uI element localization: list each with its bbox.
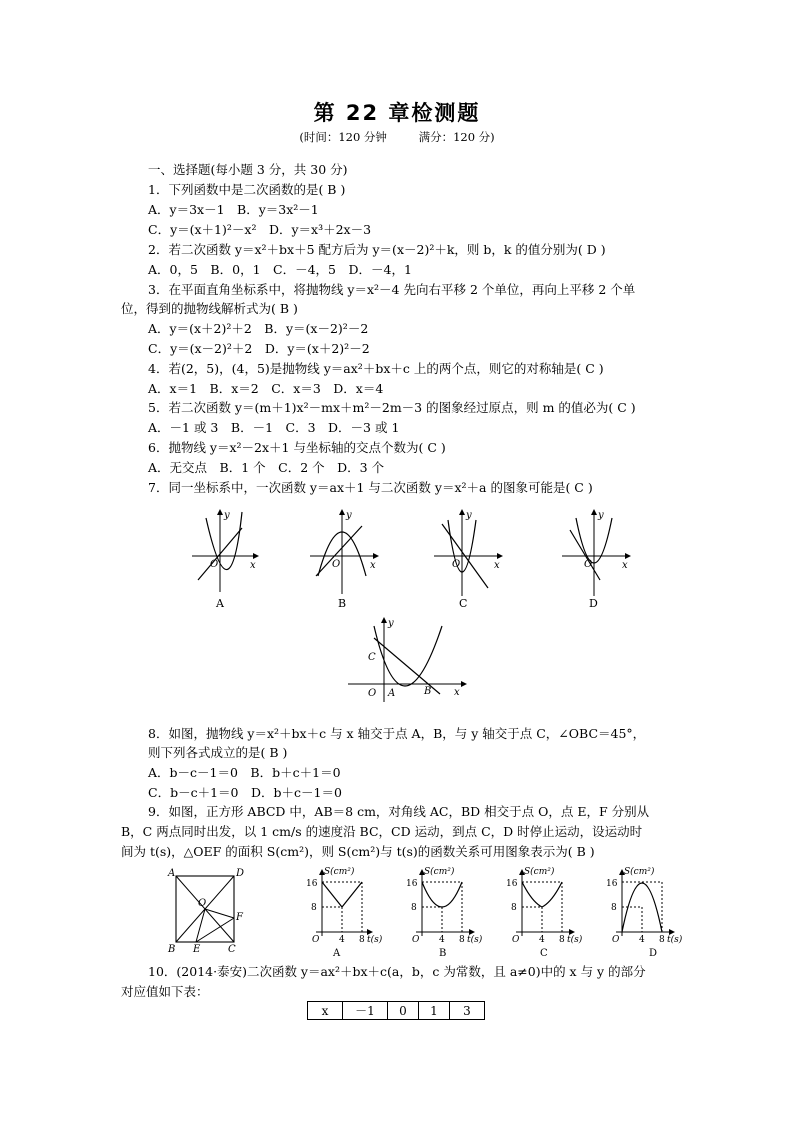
q9b-t-label: t(s) — [467, 935, 483, 945]
q8-options-ab: A．b－c－1＝0 B．b＋c＋1＝0 — [148, 765, 341, 780]
q8-figure — [344, 614, 474, 704]
section-heading: 一、选择题(每小题 3 分，共 30 分) — [148, 162, 348, 177]
q9-graph-d — [606, 866, 683, 959]
q7d-y-label: y — [598, 510, 604, 521]
q9a-t8: 8 — [359, 935, 365, 945]
q9c-8: 8 — [511, 903, 517, 913]
q9-point-c: C — [228, 944, 236, 955]
q1-options-cd: C．y＝(x＋1)²－x² D．y＝x³＋2x－3 — [148, 222, 372, 237]
q8-point-b: B — [424, 686, 432, 697]
q7a-origin: O — [210, 559, 219, 570]
q9b-t8: 8 — [459, 935, 465, 945]
q9d-s-label: S(cm²) — [624, 867, 655, 877]
q9c-t-label: t(s) — [567, 935, 583, 945]
table-cell: 1 — [419, 1002, 450, 1020]
q9-square-figure — [164, 866, 248, 958]
q7c-caption: C — [459, 597, 468, 610]
q7-graphs — [180, 504, 640, 612]
q3-stem-line2: 位，得到的抛物线解析式为( B ) — [121, 301, 298, 316]
q10-stem-line2: 对应值如下表： — [121, 984, 209, 999]
q9a-16: 16 — [306, 879, 318, 889]
q7b-origin: O — [332, 559, 341, 570]
q9-point-o: O — [198, 898, 207, 909]
q9c-t8: 8 — [559, 935, 565, 945]
full-score: 满分：120 分) — [418, 130, 495, 144]
q7b-x-label: x — [370, 560, 376, 571]
q9c-16: 16 — [506, 879, 518, 889]
q9d-caption: D — [649, 948, 658, 959]
q9c-s-label: S(cm²) — [524, 867, 555, 877]
q7-graph-b — [310, 510, 378, 610]
q9d-16: 16 — [606, 879, 618, 889]
q9-graph-c — [506, 866, 583, 959]
table-cell: －1 — [343, 1002, 388, 1020]
q9-stem-line2: B，C 两点同时出发，以 1 cm/s 的速度沿 BC，CD 运动，到点 C，D 时停止运动，设运动时 — [121, 824, 643, 839]
q6-options: A．无交点 B．1 个 C．2 个 D．3 个 — [148, 460, 385, 475]
q9d-origin: O — [612, 935, 620, 945]
q7c-y-label: y — [466, 510, 472, 521]
q9b-8: 8 — [411, 903, 417, 913]
q9b-caption: B — [439, 948, 447, 959]
page-title: 第 22 章检测题 — [313, 101, 481, 125]
q9-point-b: B — [168, 944, 176, 955]
q9-point-e: E — [193, 944, 201, 955]
q5-stem: 5．若二次函数 y＝(m＋1)x²－mx＋m²－2m－3 的图象经过原点，则 m 的值必为( C ) — [148, 400, 636, 415]
q5-options: A．－1 或 3 B．－1 C．3 D．－3 或 1 — [148, 420, 400, 435]
q9d-t-label: t(s) — [667, 935, 683, 945]
q9c-t4: 4 — [539, 935, 545, 945]
table-cell-x: x — [308, 1002, 343, 1020]
table-row — [308, 1002, 485, 1020]
q8-stem-line1: 8．如图，抛物线 y＝x²＋bx＋c 与 x 轴交于点 A，B，与 y 轴交于点 C，∠OBC＝45°， — [148, 726, 646, 741]
q9d-t8: 8 — [659, 935, 665, 945]
q10-stem-line1: 10．(2014·泰安)二次函数 y＝ax²＋bx＋c(a，b，c 为常数，且 a≠0)中的 x 与 y 的部分 — [148, 964, 646, 979]
q7d-origin: O — [584, 559, 593, 570]
q9d-8: 8 — [611, 903, 617, 913]
q9d-t4: 4 — [639, 935, 645, 945]
q2-stem: 2．若二次函数 y＝x²＋bx＋5 配方后为 y＝(x－2)²＋k，则 b，k 的值分别为( D ) — [148, 242, 606, 257]
q9c-caption: C — [540, 948, 548, 959]
q7d-caption: D — [589, 597, 598, 610]
table-cell: 3 — [450, 1002, 485, 1020]
q9-stem-line1: 9．如图，正方形 ABCD 中，AB＝8 cm，对角线 AC，BD 相交于点 O，点 E，F 分别从 — [148, 804, 650, 819]
q7a-caption: A — [216, 597, 224, 610]
q8-origin: O — [368, 688, 377, 699]
q7-graph-c — [434, 510, 502, 610]
q9-graphs — [300, 864, 700, 960]
q8-point-a: A — [388, 688, 396, 699]
q3-options-ab: A．y＝(x＋2)²＋2 B．y＝(x－2)²－2 — [148, 321, 369, 336]
q1-options-ab: A．y＝3x－1 B．y＝3x²－1 — [148, 202, 319, 217]
q9a-t4: 4 — [339, 935, 345, 945]
q8-x-label: x — [454, 687, 460, 698]
q9b-origin: O — [412, 935, 420, 945]
q10-value-table — [307, 1001, 485, 1020]
table-cell: 0 — [388, 1002, 419, 1020]
q9-point-f: F — [236, 912, 243, 923]
q9-graph-a — [306, 866, 383, 959]
q7-stem: 7．同一坐标系中，一次函数 y＝ax＋1 与二次函数 y＝x²＋a 的图象可能是( C ) — [148, 480, 593, 495]
q9-stem-line3: 间为 t(s)，△OEF 的面积 S(cm²)，则 S(cm²)与 t(s)的函数关系可用图象表示为( B ) — [121, 844, 595, 859]
page-subtitle — [0, 129, 794, 145]
q8-options-cd: C．b－c＋1＝0 D．b＋c－1＝0 — [148, 785, 342, 800]
q7-graph-d — [562, 510, 630, 610]
q9c-origin: O — [512, 935, 520, 945]
q7a-x-label: x — [250, 560, 256, 571]
q9a-s-label: S(cm²) — [324, 867, 355, 877]
q3-options-cd: C．y＝(x－2)²＋2 D．y＝(x＋2)²－2 — [148, 341, 370, 356]
q7c-origin: O — [452, 559, 461, 570]
q6-stem: 6．抛物线 y＝x²－2x＋1 与坐标轴的交点个数为( C ) — [148, 440, 446, 455]
q9b-s-label: S(cm²) — [424, 867, 455, 877]
q9b-t4: 4 — [439, 935, 445, 945]
q9-graph-b — [406, 866, 483, 959]
q1-stem: 1．下列函数中是二次函数的是( B ) — [148, 182, 346, 197]
q7c-x-label: x — [494, 560, 500, 571]
q7d-x-label: x — [622, 560, 628, 571]
q7b-caption: B — [338, 597, 347, 610]
q9a-origin: O — [312, 935, 320, 945]
time-limit: (时间：120 分钟 — [299, 130, 387, 144]
q4-stem: 4．若(2，5)，(4，5)是抛物线 y＝ax²＋bx＋c 上的两个点，则它的对称轴是( C ) — [148, 361, 604, 376]
q9a-t-label: t(s) — [367, 935, 383, 945]
q9-point-d: D — [236, 868, 245, 879]
q9a-caption: A — [333, 948, 341, 959]
q9-point-a: A — [168, 868, 176, 879]
q2-options: A．0，5 B．0，1 C．－4，5 D．－4，1 — [148, 262, 412, 277]
q4-options: A．x＝1 B．x＝2 C．x＝3 D．x＝4 — [148, 381, 384, 396]
q7a-y-label: y — [224, 510, 230, 521]
q8-y-label: y — [388, 618, 394, 629]
q7-graph-a — [192, 510, 258, 610]
q9a-8: 8 — [311, 903, 317, 913]
q8-point-c: C — [368, 652, 376, 663]
q3-stem-line1: 3．在平面直角坐标系中，将抛物线 y＝x²－4 先向右平移 2 个单位，再向上平移 2 个单 — [148, 282, 636, 297]
q7b-y-label: y — [346, 510, 352, 521]
q9b-16: 16 — [406, 879, 418, 889]
q8-stem-line2: 则下列各式成立的是( B ) — [148, 745, 288, 760]
